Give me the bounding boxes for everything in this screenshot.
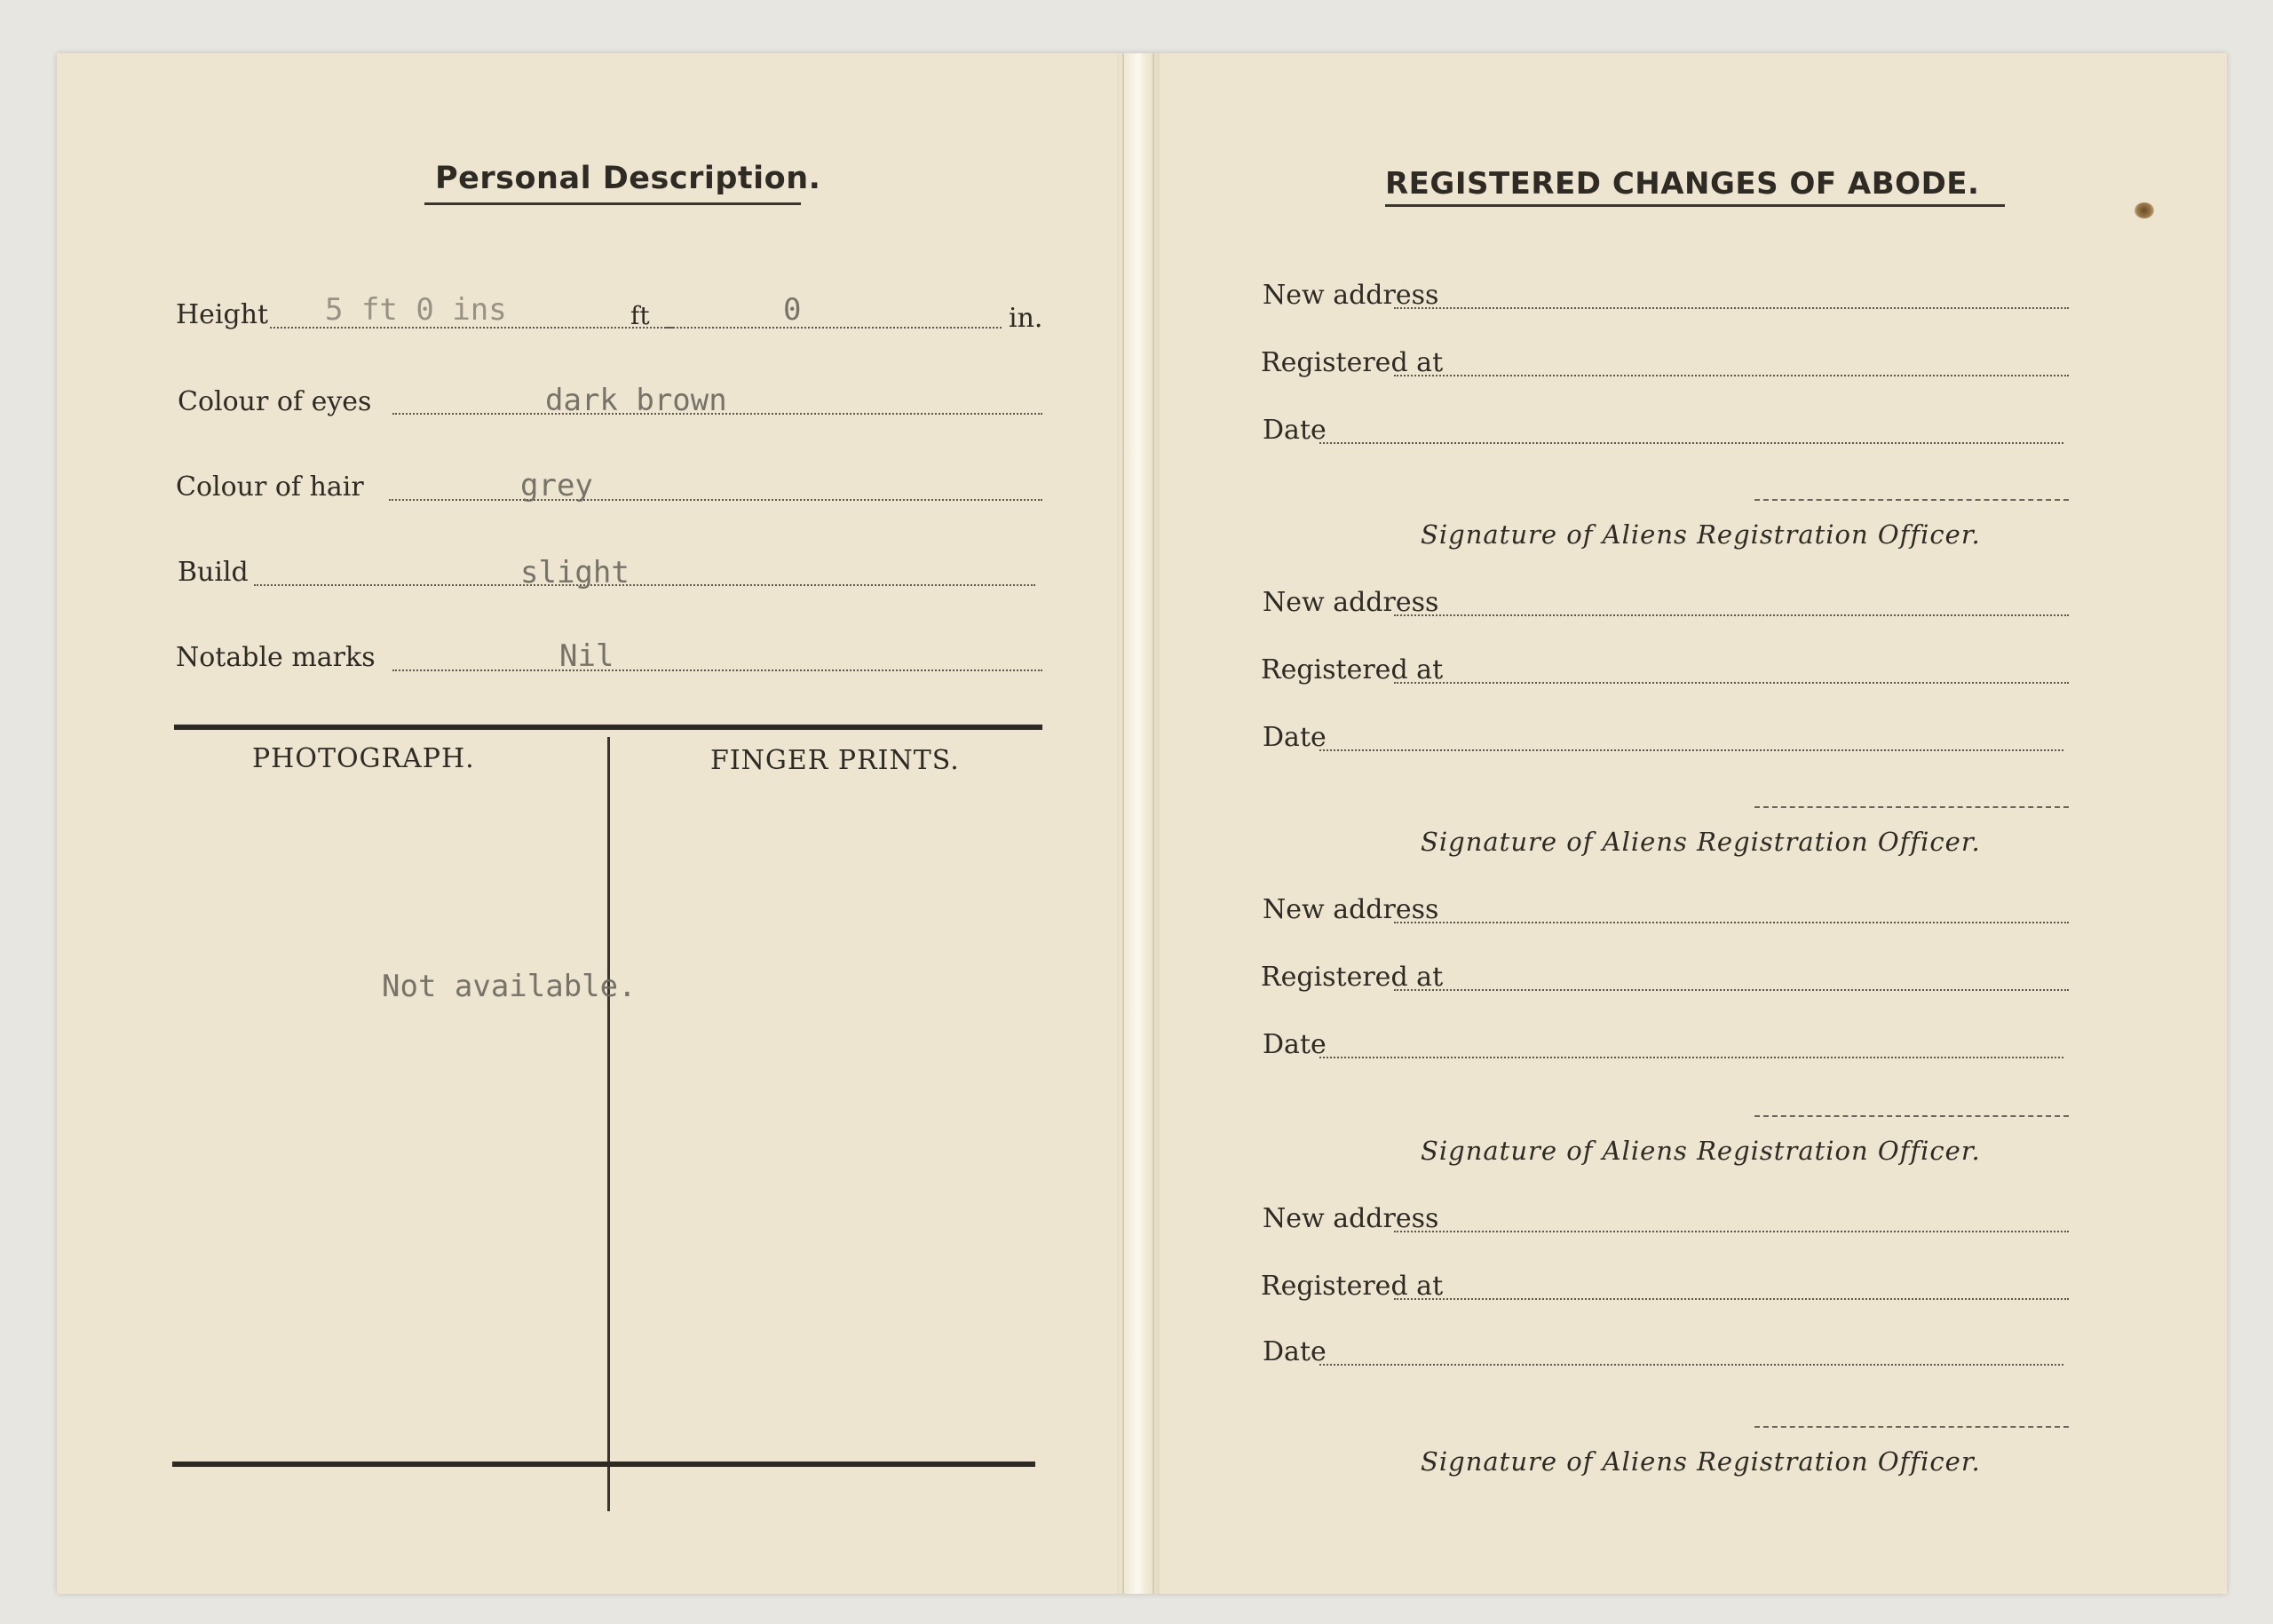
personal-description-title: Personal Description. — [435, 161, 821, 196]
hair-colour-label: Colour of hair — [176, 471, 364, 503]
fold-line-left — [1122, 53, 1124, 1594]
notable-marks-value: Nil — [559, 638, 614, 674]
height-unit-ft: ft — [630, 301, 650, 330]
new-address-dots — [1394, 614, 2069, 616]
new-address-dots — [1394, 307, 2069, 309]
hair-colour-value: grey — [520, 468, 593, 503]
date-dots — [1319, 1364, 2063, 1366]
right-page — [1154, 53, 2227, 1594]
title-underline — [424, 202, 801, 205]
registered-at-dots — [1394, 375, 2069, 376]
signature-line — [1754, 806, 2069, 808]
fingerprints-heading: FINGER PRINTS. — [710, 745, 960, 776]
notable-marks-label: Notable marks — [176, 642, 376, 673]
new-address-label: New address — [1263, 894, 1439, 925]
height-dots-in — [666, 327, 1002, 329]
registered-at-label: Registered at — [1261, 1271, 1444, 1302]
abode-title-underline — [1385, 204, 2005, 207]
eye-colour-label: Colour of eyes — [178, 386, 372, 417]
registered-at-label: Registered at — [1261, 962, 1444, 993]
height-typed-inches: 0 — [783, 292, 802, 328]
new-address-dots — [1394, 1231, 2069, 1232]
height-unit-in: in. — [1009, 303, 1043, 334]
registered-at-dots — [1394, 989, 2069, 991]
signature-caption: Signature of Aliens Registration Officer. — [1421, 827, 1981, 857]
document-paper — [57, 53, 2227, 1594]
date-label: Date — [1263, 1336, 1327, 1367]
signature-line — [1754, 1115, 2069, 1117]
new-address-label: New address — [1263, 587, 1439, 618]
new-address-label: New address — [1263, 1203, 1439, 1234]
date-label: Date — [1263, 722, 1327, 753]
hair-colour-dots — [389, 499, 1042, 501]
registered-at-dots — [1394, 1298, 2069, 1300]
photograph-heading: PHOTOGRAPH. — [252, 743, 475, 774]
build-dots — [254, 584, 1035, 586]
left-page — [57, 53, 1122, 1594]
date-dots — [1319, 442, 2063, 444]
registered-at-dots — [1394, 682, 2069, 684]
box-top-rule — [174, 725, 1042, 730]
eye-colour-value: dark brown — [545, 383, 727, 418]
box-divider — [607, 737, 610, 1511]
date-label: Date — [1263, 1029, 1327, 1060]
date-label: Date — [1263, 415, 1327, 446]
height-label: Height — [176, 299, 269, 330]
signature-caption: Signature of Aliens Registration Officer. — [1421, 1446, 1981, 1477]
build-label: Build — [178, 557, 249, 588]
signature-caption: Signature of Aliens Registration Officer. — [1421, 1136, 1981, 1166]
changes-of-abode-title: REGISTERED CHANGES OF ABODE. — [1385, 166, 1980, 202]
registered-at-label: Registered at — [1261, 347, 1444, 378]
date-dots — [1319, 1057, 2063, 1058]
signature-caption: Signature of Aliens Registration Officer. — [1421, 519, 1981, 550]
paper-stain — [2134, 202, 2154, 218]
registered-at-label: Registered at — [1261, 654, 1444, 685]
new-address-dots — [1394, 922, 2069, 923]
signature-line — [1754, 1426, 2069, 1428]
notable-marks-dots — [392, 669, 1042, 671]
box-bottom-rule — [172, 1462, 1035, 1467]
height-typed-value: 5 ft 0 ins — [325, 292, 507, 328]
photo-not-available-note: Not available. — [382, 969, 637, 1004]
signature-line — [1754, 499, 2069, 501]
centre-fold — [1117, 53, 1160, 1594]
date-dots — [1319, 749, 2063, 751]
new-address-label: New address — [1263, 280, 1439, 311]
build-value: slight — [520, 555, 630, 590]
